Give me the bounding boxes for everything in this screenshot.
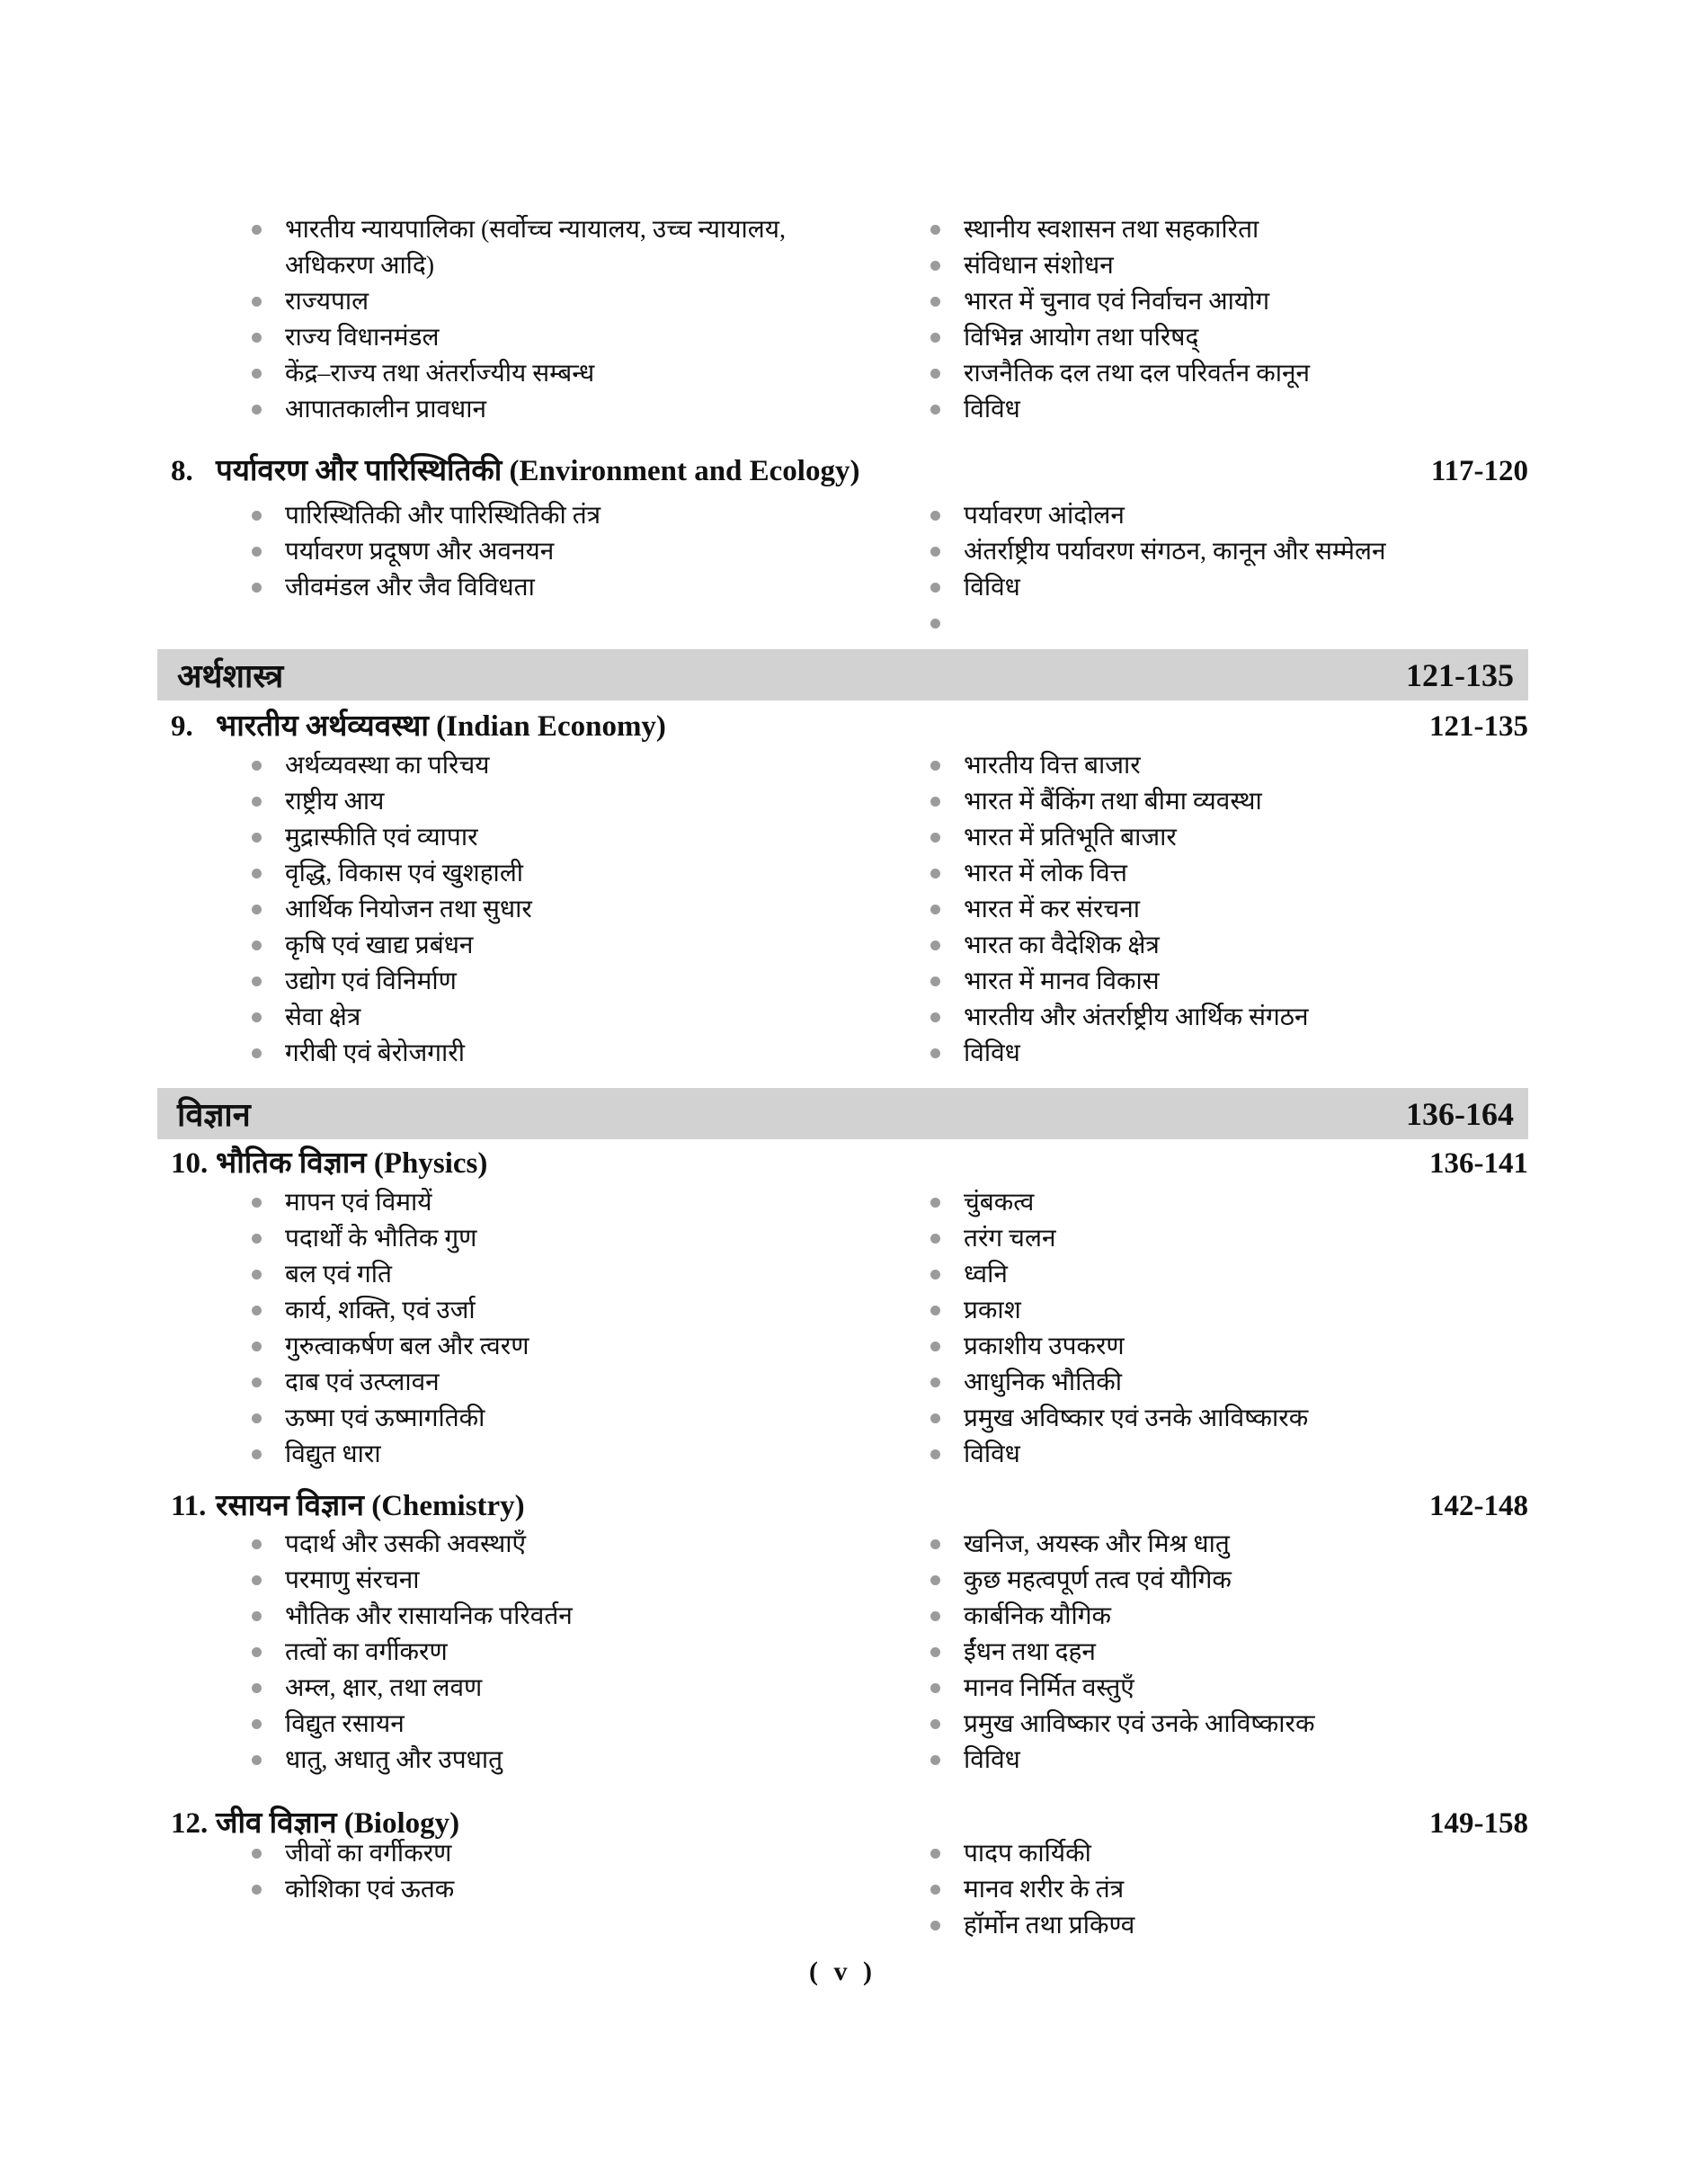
toc-column-right <box>930 1527 1528 1779</box>
toc-item: तरंग चलन <box>930 1221 1528 1257</box>
toc-item: भारतीय न्यायपालिका (सर्वोच्च न्यायालय, उच्च न्यायालय, अधिकरण आदि) <box>252 212 930 284</box>
toc-item: भारत में लोक वित्त <box>930 856 1528 892</box>
toc-item: कोशिका एवं ऊतक <box>252 1872 930 1908</box>
toc-column-left <box>252 1185 930 1473</box>
toc-item: परमाणु संरचना <box>252 1563 930 1599</box>
toc-item: भारत में बैंकिंग तथा बीमा व्यवस्था <box>930 784 1528 820</box>
chapter-pages: 149-158 <box>1429 1807 1528 1840</box>
toc-item: कार्य, शक्ति, एवं उर्जा <box>252 1293 930 1329</box>
toc-item: विभिन्न आयोग तथा परिषद् <box>930 320 1528 356</box>
page-number-footer: ( v ) <box>809 1957 876 1986</box>
toc-item: ध्वनि <box>930 1257 1528 1293</box>
toc-item: धातु, अधातु और उपधातु <box>252 1743 930 1779</box>
toc-item: बल एवं गति <box>252 1257 930 1293</box>
chapter-title: भौतिक विज्ञान (Physics) <box>216 1147 488 1180</box>
toc-column-left <box>252 1527 930 1779</box>
toc-item: कार्बनिक यौगिक <box>930 1599 1528 1635</box>
part-title: अर्थशास्त्र <box>177 658 284 694</box>
toc-item: भारत में चुनाव एवं निर्वाचन आयोग <box>930 284 1528 320</box>
part-bar-science <box>157 1088 1528 1139</box>
toc-item: विविध <box>930 392 1528 428</box>
toc-item: जीवमंडल और जैव विविधता <box>252 570 930 606</box>
toc-item: प्रमुख आविष्कार एवं उनके आविष्कारक <box>930 1707 1528 1743</box>
toc-item: अम्ल, क्षार, तथा लवण <box>252 1671 930 1707</box>
toc-item: राज्यपाल <box>252 284 930 320</box>
chapter-number: 12. <box>171 1807 209 1840</box>
part-pages: 121-135 <box>1406 656 1514 693</box>
toc-item: भारत में प्रतिभूति बाजार <box>930 820 1528 856</box>
toc-item: हॉर्मोन तथा प्रकिण्व <box>930 1908 1528 1944</box>
toc-item: पदार्थों के भौतिक गुण <box>252 1221 930 1257</box>
toc-item: आपातकालीन प्रावधान <box>252 392 930 428</box>
toc-item: चुंबकत्व <box>930 1185 1528 1221</box>
toc-item: स्थानीय स्वशासन तथा सहकारिता <box>930 212 1528 248</box>
toc-column-left <box>252 212 930 428</box>
chapter-title: भारतीय अर्थव्यवस्था (Indian Economy) <box>216 710 666 743</box>
toc-item: अंतर्राष्ट्रीय पर्यावरण संगठन, कानून और सम्मेलन <box>930 534 1528 570</box>
toc-column-left <box>252 498 930 606</box>
toc-column-right <box>930 498 1528 642</box>
chapter-heading-11 <box>171 1486 1528 1526</box>
chapter-heading-9 <box>171 707 1528 746</box>
toc-item: आधुनिक भौतिकी <box>930 1365 1528 1401</box>
toc-item: केंद्र–राज्य तथा अंतर्राज्यीय सम्बन्ध <box>252 356 930 392</box>
toc-column-right <box>930 1836 1528 1944</box>
toc-item: दाब एवं उत्प्लावन <box>252 1365 930 1401</box>
section-cont-columns <box>252 212 1528 428</box>
toc-column-left <box>252 748 930 1072</box>
toc-item: विद्युत रसायन <box>252 1707 930 1743</box>
toc-item: विद्युत धारा <box>252 1437 930 1473</box>
chapter-number: 11. <box>171 1490 207 1522</box>
toc-column-right <box>930 1185 1528 1473</box>
part-title: विज्ञान <box>177 1097 251 1133</box>
section-ch10-columns <box>252 1185 1528 1473</box>
toc-item: मानव शरीर के तंत्र <box>930 1872 1528 1908</box>
toc-column-right <box>930 748 1528 1072</box>
section-ch11-columns <box>252 1527 1528 1779</box>
chapter-pages: 142-148 <box>1429 1490 1528 1522</box>
toc-item: कृषि एवं खाद्य प्रबंधन <box>252 928 930 964</box>
toc-item: गुरुत्वाकर्षण बल और त्वरण <box>252 1329 930 1365</box>
chapter-number: 9. <box>171 710 193 743</box>
part-bar-economics <box>157 649 1528 700</box>
toc-item: जीवों का वर्गीकरण <box>252 1836 930 1872</box>
toc-item: प्रमुख अविष्कार एवं उनके आविष्कारक <box>930 1401 1528 1437</box>
toc-item: प्रकाशीय उपकरण <box>930 1329 1528 1365</box>
toc-column-right <box>930 212 1528 428</box>
chapter-pages: 121-135 <box>1429 710 1528 743</box>
toc-item: विविध <box>930 1743 1528 1779</box>
toc-item: पारिस्थितिकी और पारिस्थितिकी तंत्र <box>252 498 930 534</box>
toc-item: विविध <box>930 1437 1528 1473</box>
toc-item: भारतीय और अंतर्राष्ट्रीय आर्थिक संगठन <box>930 1000 1528 1036</box>
chapter-number: 8. <box>171 455 193 487</box>
chapter-number: 10. <box>171 1147 209 1180</box>
toc-item: पादप कार्यिकी <box>930 1836 1528 1872</box>
toc-item: राष्ट्रीय आय <box>252 784 930 820</box>
chapter-title: रसायन विज्ञान (Chemistry) <box>216 1490 525 1522</box>
toc-item: मापन एवं विमायें <box>252 1185 930 1221</box>
toc-item: तत्वों का वर्गीकरण <box>252 1635 930 1671</box>
toc-item: गरीबी एवं बेरोजगारी <box>252 1036 930 1072</box>
toc-item: भारत में मानव विकास <box>930 964 1528 1000</box>
chapter-heading-10 <box>171 1144 1528 1183</box>
toc-item: खनिज, अयस्क और मिश्र धातु <box>930 1527 1528 1563</box>
toc-item: पदार्थ और उसकी अवस्थाएँ <box>252 1527 930 1563</box>
toc-item: भारत में कर संरचना <box>930 892 1528 928</box>
toc-item: भारतीय वित्त बाजार <box>930 748 1528 784</box>
toc-item: आर्थिक नियोजन तथा सुधार <box>252 892 930 928</box>
toc-item: सेवा क्षेत्र <box>252 1000 930 1036</box>
toc-item: मानव निर्मित वस्तुएँ <box>930 1671 1528 1707</box>
toc-item <box>930 606 1528 642</box>
chapter-title: जीव विज्ञान (Biology) <box>216 1807 460 1840</box>
section-ch8-columns <box>252 498 1528 642</box>
toc-item: उद्योग एवं विनिर्माण <box>252 964 930 1000</box>
section-ch9-columns <box>252 748 1528 1072</box>
toc-item: राज्य विधानमंडल <box>252 320 930 356</box>
toc-item: राजनैतिक दल तथा दल परिवर्तन कानून <box>930 356 1528 392</box>
toc-item: ईंधन तथा दहन <box>930 1635 1528 1671</box>
toc-item: भौतिक और रासायनिक परिवर्तन <box>252 1599 930 1635</box>
chapter-pages: 117-120 <box>1430 455 1528 487</box>
toc-column-left <box>252 1836 930 1908</box>
toc-item: वृद्धि, विकास एवं खुशहाली <box>252 856 930 892</box>
toc-item: भारत का वैदेशिक क्षेत्र <box>930 928 1528 964</box>
chapter-heading-8 <box>171 451 1528 491</box>
toc-item: कुछ महत्वपूर्ण तत्व एवं यौगिक <box>930 1563 1528 1599</box>
toc-item: पर्यावरण प्रदूषण और अवनयन <box>252 534 930 570</box>
chapter-title: पर्यावरण और पारिस्थितिकी (Environment and Ecology) <box>216 455 860 487</box>
toc-item: विविध <box>930 570 1528 606</box>
toc-item: मुद्रास्फीति एवं व्यापार <box>252 820 930 856</box>
toc-item: विविध <box>930 1036 1528 1072</box>
toc-item: प्रकाश <box>930 1293 1528 1329</box>
toc-item: अर्थव्यवस्था का परिचय <box>252 748 930 784</box>
chapter-pages: 136-141 <box>1429 1147 1528 1180</box>
toc-item: पर्यावरण आंदोलन <box>930 498 1528 534</box>
toc-item: संविधान संशोधन <box>930 248 1528 284</box>
toc-item: ऊष्मा एवं ऊष्मागतिकी <box>252 1401 930 1437</box>
section-ch12-columns <box>252 1836 1528 1944</box>
part-pages: 136-164 <box>1406 1095 1514 1132</box>
